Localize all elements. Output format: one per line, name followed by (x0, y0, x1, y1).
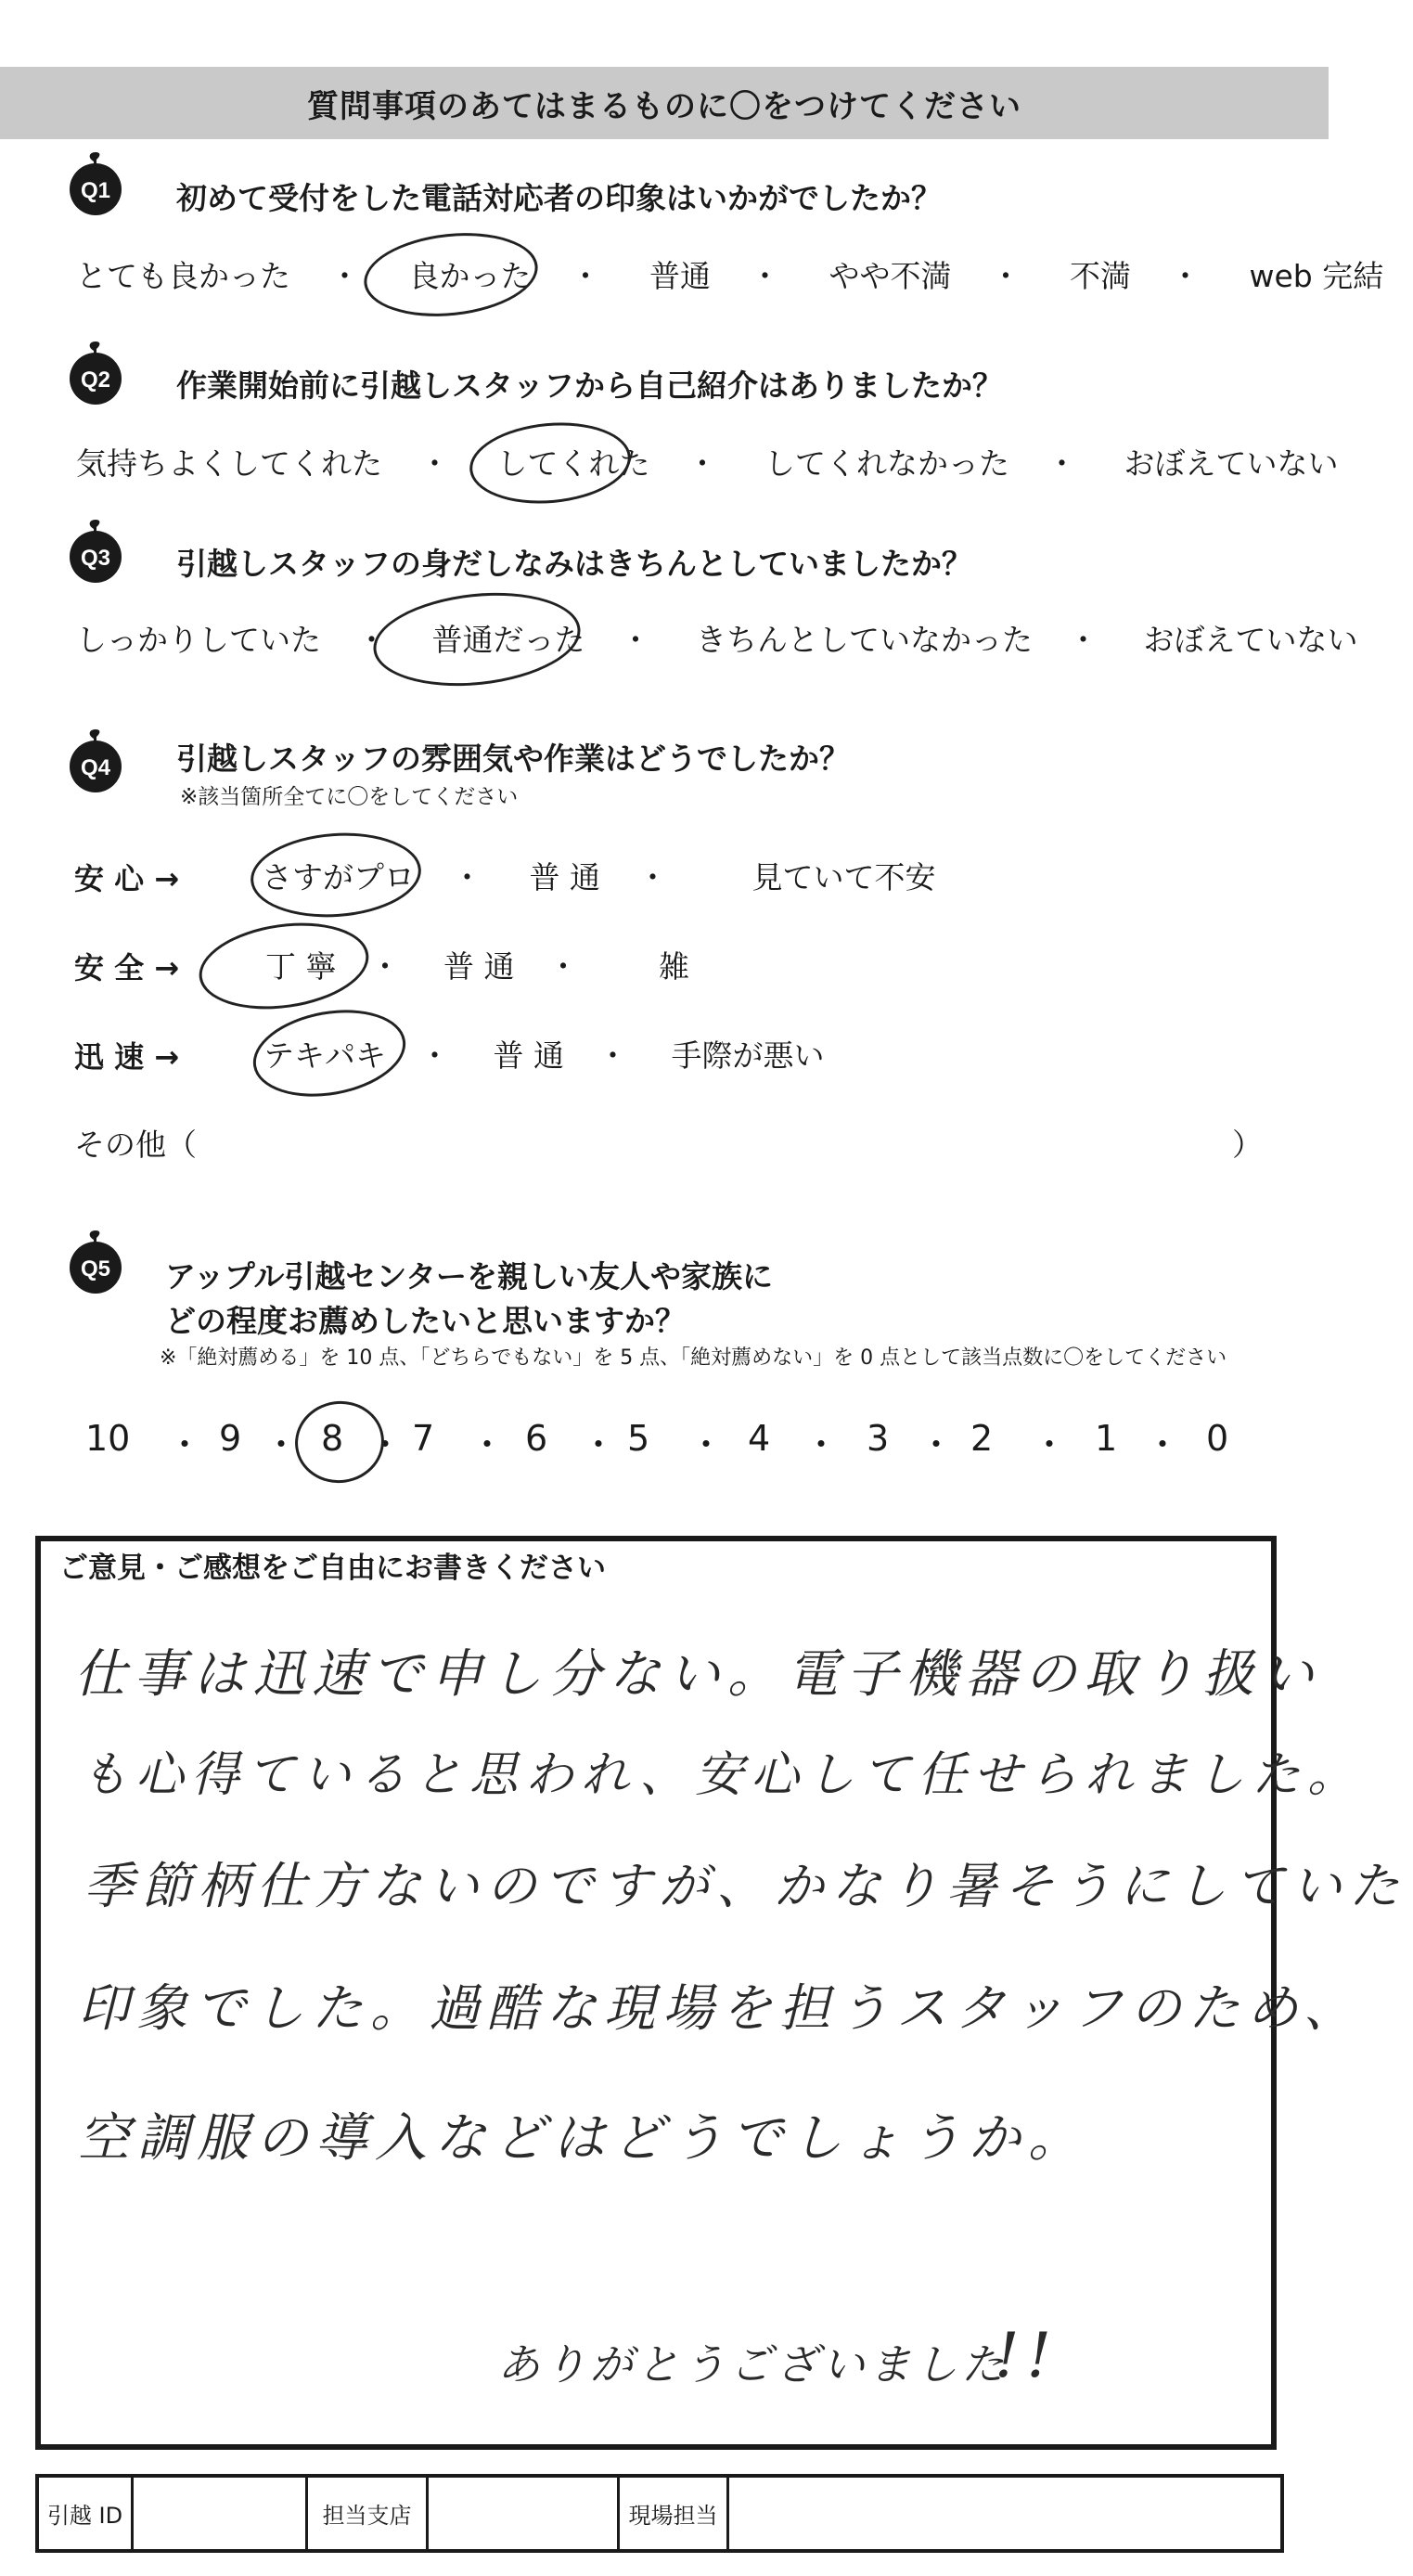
q4-question: 引越しスタッフの雰囲気や作業はどうでしたか？ (176, 741, 850, 777)
q5-score[interactable]: 5 (627, 1418, 650, 1459)
q5-apple-badge-icon (61, 1227, 130, 1295)
q1-options: とても良かった ・ 良かった ・ 普通 ・ やや不満 ・ 不満 ・ web 完結 (76, 252, 1383, 296)
q2-apple-badge-icon (61, 338, 130, 406)
q4-row-2-selection-circle (194, 913, 375, 1020)
comment-handwritten-closing: ありがとうございました (497, 2339, 1008, 2389)
q1-selection-circle (360, 225, 542, 324)
q2-selection-circle (467, 417, 635, 510)
q3-option[interactable]: きちんとしていなかった (696, 622, 1033, 658)
q3-selection-circle (368, 584, 584, 696)
q4-row-label-speed: 迅 速 → (74, 1039, 180, 1075)
q5-score[interactable]: 0 (1206, 1418, 1229, 1459)
q5-score[interactable]: 3 (867, 1418, 890, 1459)
q5-note: ※「絶対薦める」を 10 点、「どちらでもない」を 5 点、「絶対薦めない」を 0 点として該当点数に〇をしてください (160, 1346, 1227, 1370)
q2-options: 気持ちよくしてくれた ・ してくれた ・ してくれなかった ・ おぼえていない (76, 440, 1339, 483)
q5-question-line1: アップル引越センターを親しい友人や家族に (165, 1258, 774, 1294)
q4-row-3-option[interactable]: 手際が悪い (671, 1037, 825, 1074)
admin-footer-table (35, 2474, 1284, 2553)
site-staff-label: 現場担当 (620, 2478, 729, 2549)
comment-handwritten-line: 印象でした。過酷な現場を担うスタッフのため、 (78, 1978, 1362, 2038)
q1-apple-badge-icon (61, 148, 130, 217)
q4-other-label: その他（ (74, 1127, 197, 1163)
q5-score[interactable]: 10 (85, 1418, 131, 1459)
q4-row-1-option[interactable]: 見ていて不安 (751, 859, 936, 895)
q3-option-selected[interactable]: 普通だった (431, 622, 585, 658)
q4-row-3-option-selected[interactable]: テキパキ (263, 1037, 386, 1074)
q4-row-label-safety-feeling: 安 心 → (74, 861, 180, 896)
q2-option[interactable]: してくれなかった (764, 445, 1009, 482)
q5-score[interactable]: 4 (748, 1418, 771, 1459)
q1-option[interactable]: やや不満 (829, 258, 952, 294)
q4-row-1-selection-circle (248, 828, 424, 923)
q1-question: 初めて受付をした電話対応者の印象はいかがでしたか？ (176, 180, 942, 216)
svg-text:Q1: Q1 (80, 178, 111, 203)
q4-row-label-safety: 安 全 → (74, 950, 180, 985)
q3-apple-badge-icon (61, 516, 130, 585)
q4-row-2-option-selected[interactable]: 丁 寧 (265, 948, 337, 985)
q1-option[interactable]: とても良かった (76, 258, 290, 294)
q4-row-2-option[interactable]: 雑 (659, 948, 689, 985)
q5-score[interactable]: 1 (1095, 1418, 1118, 1459)
comment-handwritten-line: 季節柄仕方ないのですが、かなり暑そうにしていた (83, 1857, 1407, 1915)
q2-option-selected[interactable]: してくれた (496, 445, 650, 482)
q4-row-3-option[interactable]: 普 通 (493, 1037, 564, 1074)
q2-option[interactable]: おぼえていない (1124, 445, 1339, 482)
q4-row-1-option[interactable]: 普 通 (529, 859, 600, 895)
q5-score[interactable]: 9 (219, 1418, 242, 1459)
q3-options: しっかりしていた ・ 普通だった ・ きちんとしていなかった ・ おぼえていない (76, 616, 1358, 660)
q3-question: 引越しスタッフの身だしなみはきちんとしていましたか？ (176, 546, 972, 582)
comment-handwritten-line: 空調服の導入などはどうでしょうか。 (78, 2108, 1087, 2169)
q1-option[interactable]: web 完結 (1249, 258, 1384, 294)
svg-text:Q4: Q4 (80, 755, 111, 780)
q2-option[interactable]: 気持ちよくしてくれた (76, 445, 382, 482)
q5-score[interactable]: 6 (525, 1418, 548, 1459)
comment-handwritten-line: 仕事は迅速で申し分ない。電子機器の取り扱い (74, 1644, 1321, 1705)
q1-option[interactable]: 普通 (649, 258, 711, 294)
move-id-field[interactable] (134, 2478, 308, 2549)
q4-apple-badge-icon (61, 726, 130, 794)
site-staff-field[interactable] (729, 2478, 1280, 2549)
q4-note: ※該当箇所全てに〇をしてください (180, 785, 519, 809)
q2-question: 作業開始前に引越しスタッフから自己紹介はありましたか？ (176, 367, 1003, 404)
svg-text:Q3: Q3 (80, 546, 111, 571)
q4-row-3-selection-circle (246, 998, 412, 1107)
q3-option[interactable]: しっかりしていた (76, 622, 321, 658)
q1-option[interactable]: 不満 (1070, 258, 1131, 294)
q1-option-selected[interactable]: 良かった (408, 258, 532, 294)
q5-score-selected[interactable]: 8 (321, 1418, 344, 1459)
q4-row-3-options: テキパキ ・ 普 通 ・ 手際が悪い (263, 1032, 825, 1075)
header-title: 質問事項のあてはまるものに〇をつけてください (307, 87, 1021, 125)
svg-text:Q2: Q2 (80, 367, 111, 393)
q5-score[interactable]: 7 (412, 1418, 435, 1459)
q5-selection-circle (289, 1396, 389, 1489)
q3-option[interactable]: おぼえていない (1143, 622, 1358, 658)
form-header (0, 67, 1329, 139)
q4-other-close: ） (1232, 1127, 1263, 1163)
comments-title: ご意見・ご感想をご自由にお書きください (59, 1552, 606, 1585)
q4-row-2-option[interactable]: 普 通 (443, 948, 515, 985)
comment-handwritten-line: も心得ていると思われ、安心して任せられました。 (80, 1747, 1364, 1803)
comment-handwritten-exclamation: !! (995, 2320, 1060, 2391)
q5-score-separators: ・ ・ ・ ・ ・ ・ ・ ・ ・ ・ (167, 1424, 1181, 1465)
q4-row-2-options: 丁 寧 ・ 普 通 ・ 雑 (265, 943, 689, 986)
svg-text:Q5: Q5 (80, 1256, 111, 1282)
move-id-label: 引越 ID (39, 2478, 134, 2549)
branch-label: 担当支店 (308, 2478, 429, 2549)
q4-row-1-options: さすがプロ ・ 普 通 ・ 見ていて不安 (262, 854, 936, 897)
q4-row-1-option-selected[interactable]: さすがプロ (262, 859, 415, 895)
branch-field[interactable] (429, 2478, 620, 2549)
q5-question-line2: どの程度お薦めしたいと思いますか？ (165, 1303, 686, 1339)
q5-score[interactable]: 2 (970, 1418, 994, 1459)
